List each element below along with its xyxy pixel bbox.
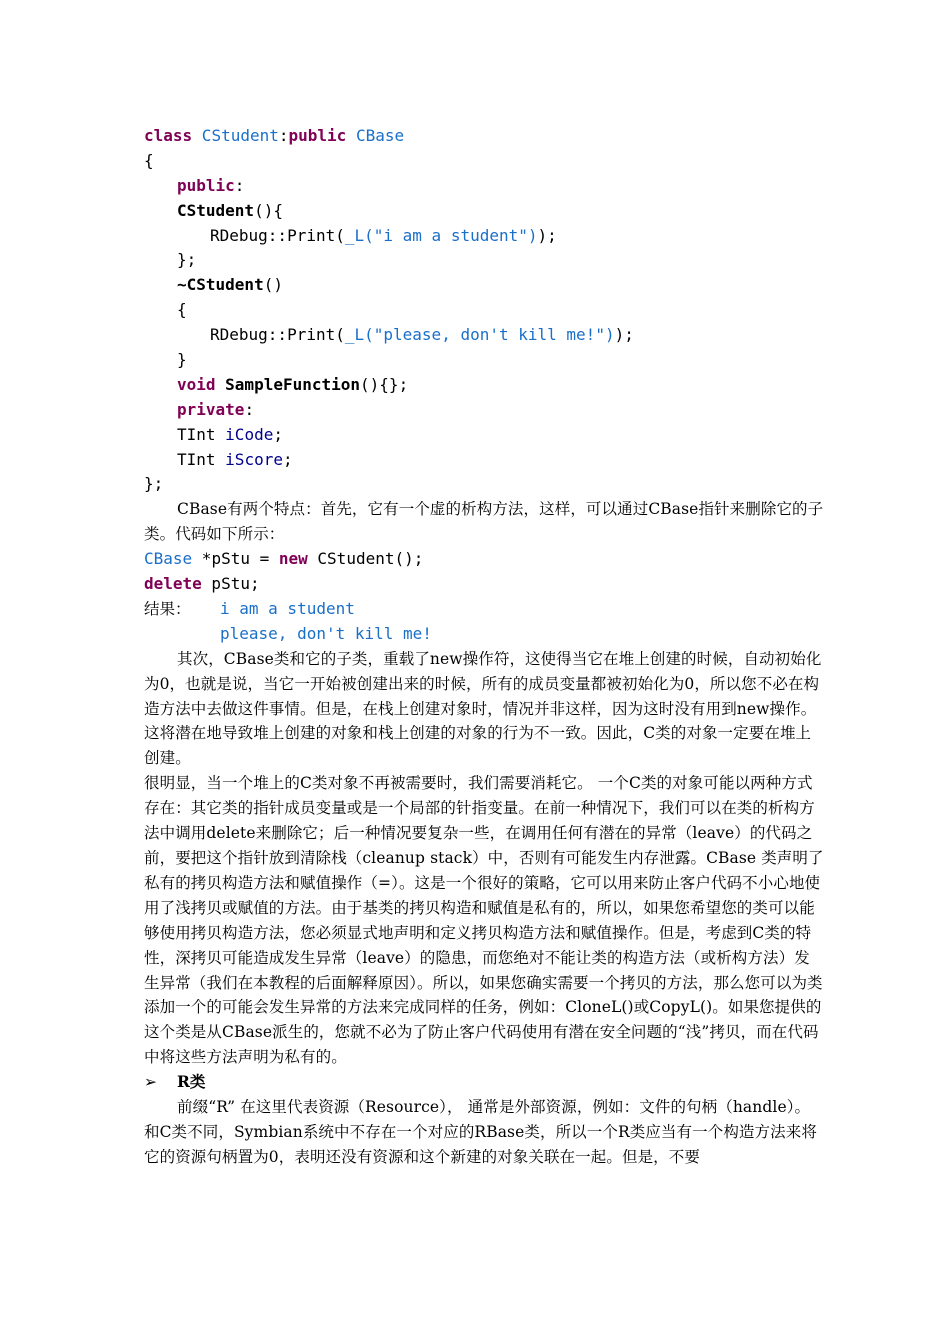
keyword: public bbox=[288, 126, 347, 145]
paragraph-destruction: 很明显，当一个堆上的C类对象不再被需要时，我们需要消耗它。 一个C类的对象可能以两种方式存在：其它类的指针成员变量或是一个局部的针指变量。在前一种情况下，我们可以在类的析构方法中调用delete来删除它；后一种情况要复杂一些，在调用任何有潜在的异常（leave）的代码之前，要把这个指针放到清除栈（cleanup stack）中，否则有可能发生内存泄露。CBase 类声明了私有的拷贝构造方法和赋值操作（=）。这是一个很好的策略，它可以用来防止客户代码不小心地使用了浅拷贝或赋值的方法。由于基类的拷贝构造和赋值是私有的，所以，如果您希望您的类可以能够使用拷贝构造方法，您必须显式地声明和定义拷贝构造方法和赋值操作。但是，考虑到C类的特性，深拷贝可能造成发生异常（leave）的隐患，而您绝对不能让类的构造方法（或析构方法）发生异常（我们在本教程的后面解释原因）。所以，如果您确实需要一个拷贝的方法，那么您可以为类添加一个的可能会发生异常的方法来完成同样的任务，例如：CloneL()或CopyL()。如果您提供的这个类是从CBase派生的，您就不必为了防止客户代码使用有潜在安全问题的“浅”拷贝，而在代码中将这些方法声明为私有的。 bbox=[144, 774, 824, 1067]
heading-text: R类 bbox=[177, 1072, 206, 1092]
string-literal: _L("i am a student") bbox=[344, 225, 538, 245]
punct: }; bbox=[144, 474, 164, 494]
method-name: ~CStudent bbox=[177, 275, 264, 295]
code-line bbox=[144, 224, 824, 249]
code-line bbox=[144, 448, 824, 473]
section-heading-r-class bbox=[144, 1070, 824, 1095]
code-line bbox=[144, 348, 824, 373]
keyword: class bbox=[144, 126, 193, 145]
keyword: new bbox=[278, 549, 308, 569]
code-line bbox=[144, 124, 824, 149]
code-line bbox=[144, 472, 824, 497]
keyword: delete bbox=[144, 574, 202, 594]
code-block-class bbox=[144, 124, 824, 497]
variable-name: iScore bbox=[225, 449, 283, 469]
keyword: void bbox=[177, 374, 216, 394]
method-name: SampleFunction bbox=[215, 374, 361, 394]
document-page bbox=[144, 124, 824, 1170]
punct: : bbox=[278, 126, 289, 145]
punct: ; bbox=[282, 449, 293, 469]
punct: (){ bbox=[254, 200, 283, 220]
method-name: CStudent bbox=[177, 200, 255, 220]
code-line bbox=[144, 572, 824, 597]
class-name: CBase bbox=[346, 126, 405, 145]
result-row bbox=[144, 597, 824, 622]
result-output: i am a student bbox=[220, 598, 355, 618]
code-line bbox=[144, 174, 824, 199]
type-name: TInt bbox=[177, 424, 226, 444]
punct: ); bbox=[537, 225, 557, 245]
class-name: CBase bbox=[144, 549, 193, 569]
string-literal: _L("please, don't kill me!") bbox=[344, 325, 615, 345]
code-line bbox=[144, 248, 824, 273]
keyword: public bbox=[177, 175, 235, 195]
result-label: 结果： bbox=[144, 599, 191, 618]
code-text: RDebug::Print( bbox=[210, 325, 345, 345]
paragraph-new-operator: 其次，CBase类和它的子类，重载了new操作符，这使得当它在堆上创建的时候，自动初始化为0，也就是说，当它一开始被创建出来的时候，所有的成员变量都被初始化为0，所以您不必在构造方法中去做这件事情。但是，在栈上创建对象时，情况并非这样，因为这时没有用到new操作。这将潜在地导致堆上创建的对象和栈上创建的对象的行为不一致。因此，C类的对象一定要在堆上创建。 bbox=[144, 649, 822, 768]
code-line bbox=[144, 398, 824, 423]
result-output: please, don't kill me! bbox=[220, 623, 432, 643]
paragraph-r-prefix: 前缀“R” 在这里代表资源（Resource）， 通常是外部资源，例如：文件的句柄（handle）。 bbox=[177, 1098, 811, 1117]
class-name: CStudent bbox=[192, 126, 279, 145]
code-line bbox=[144, 298, 824, 323]
punct: }; bbox=[177, 250, 197, 270]
keyword: private bbox=[177, 399, 245, 419]
paragraph-rbase: 和C类不同，Symbian系统中不存在一个对应的RBase类，所以一个R类应当有一个构造方法来将它的资源句柄置为0，表明还没有资源和这个新建的对象关联在一起。但是，不要 bbox=[144, 1122, 817, 1166]
variable-name: iCode bbox=[225, 424, 274, 444]
punct: ); bbox=[614, 325, 634, 345]
result-row bbox=[144, 622, 824, 647]
code-line bbox=[144, 373, 824, 398]
paragraph-cbase-features: CBase有两个特点：首先，它有一个虚的析构方法，这样，可以通过CBase指针来删除它的子类。代码如下所示： bbox=[144, 500, 824, 544]
arrow-bullet-icon: ➢ bbox=[144, 1073, 157, 1092]
code-block-delete bbox=[144, 547, 824, 597]
punct: () bbox=[263, 275, 283, 295]
code-line bbox=[144, 547, 824, 572]
result-label-spacer bbox=[144, 622, 220, 647]
punct: : bbox=[234, 175, 245, 195]
punct: ; bbox=[273, 424, 283, 444]
code-line bbox=[144, 149, 824, 174]
punct: } bbox=[177, 350, 187, 370]
code-text: RDebug::Print( bbox=[210, 225, 345, 245]
code-text: pStu; bbox=[201, 574, 260, 594]
type-name: TInt bbox=[177, 449, 226, 469]
punct: { bbox=[144, 150, 154, 170]
punct: (){}; bbox=[360, 374, 409, 394]
code-line bbox=[144, 423, 824, 448]
code-text: CStudent(); bbox=[307, 549, 424, 569]
code-line bbox=[144, 273, 824, 298]
result-block bbox=[144, 597, 824, 647]
code-line bbox=[144, 323, 824, 348]
punct: : bbox=[244, 399, 255, 419]
punct: { bbox=[177, 300, 187, 320]
code-line bbox=[144, 199, 824, 224]
code-text: *pStu = bbox=[192, 549, 279, 569]
